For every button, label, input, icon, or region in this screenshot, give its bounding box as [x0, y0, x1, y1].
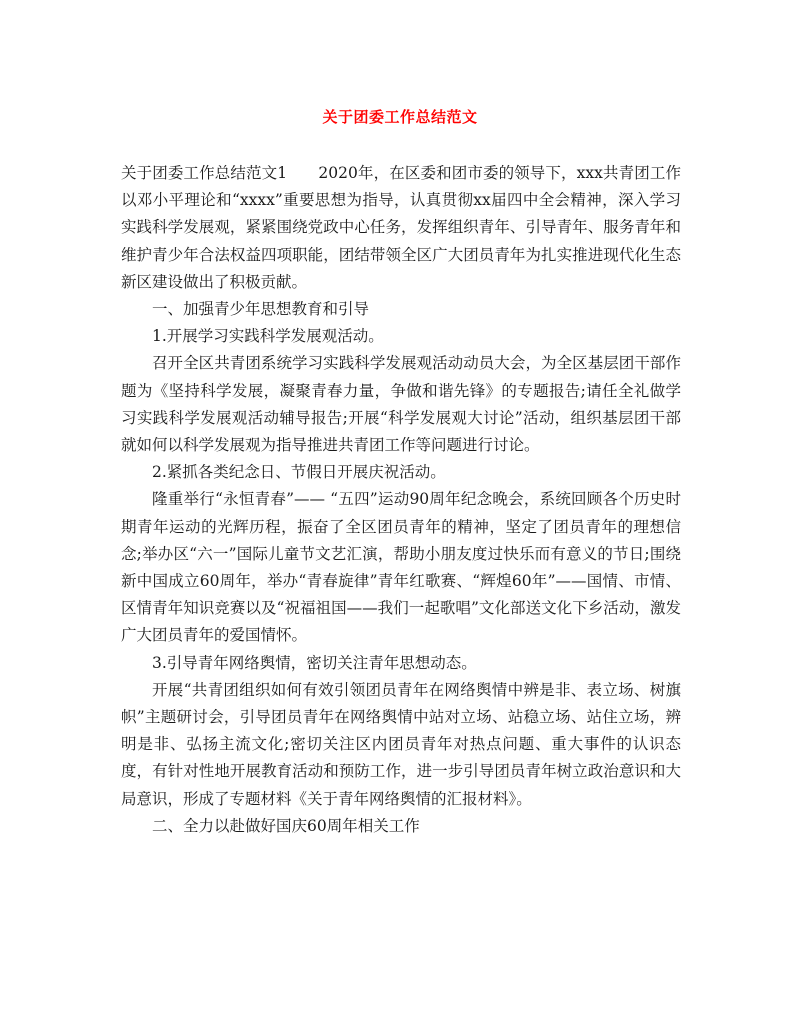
section-heading-2: 二、全力以赴做好国庆60周年相关工作: [152, 816, 420, 835]
paragraph-1-3: 开展“共青团组织如何有效引领团员青年在网络舆情中辨是非、表立场、树旗帜”主题研讨会，引导团员青年在网络舆情中站对立场、站稳立场、站住立场，辨明是非、弘扬主流文化;密切关注区内团员青年对热点问题、重大事件的认识态度，有针对性地开展教育活动和预防工作，进一步引导团员青年树立政治意识和大局意识，形成了专题材料《关于青年网络舆情的汇报材料》。: [121, 680, 681, 808]
document-body: [121, 160, 681, 840]
paragraph-intro: 关于团委工作总结范文1 2020年，在区委和团市委的领导下，xxx共青团工作以邓小平理论和“xxxx”重要思想为指导，认真贯彻xx届四中全会精神，深入学习实践科学发展观，紧紧围绕党政中心任务，发挥组织青年、引导青年、服务青年和维护青少年合法权益四项职能，团结带领全区广大团员青年为扎实推进现代化生态新区建设做出了积极贡献。: [121, 164, 681, 291]
subheading-1-1: 1.开展学习实践科学发展观活动。: [152, 327, 384, 346]
paragraph-1-2: 隆重举行“永恒青春”—— “五四”运动90周年纪念晚会，系统回顾各个历史时期青年运动的光辉历程，振奋了全区团员青年的精神，坚定了团员青年的理想信念;举办区“六一”国际儿童节文艺汇演，帮助小朋友度过快乐而有意义的节日;围绕新中国成立60周年，举办“青春旋律”青年红歌赛、“辉煌60年”——国情、市情、区情青年知识竞赛以及“祝福祖国——我们一起歌唱”文化部送文化下乡活动，激发广大团员青年的爱国情怀。: [121, 490, 681, 645]
paragraph-1-1: 召开全区共青团系统学习实践科学发展观活动动员大会，为全区基层团干部作题为《坚持科学发展，凝聚青春力量，争做和谐先锋》的专题报告;请任全礼做学习实践科学发展观活动辅导报告;开展“科学发展观大讨论”活动，组织基层团干部就如何以科学发展观为指导推进共青团工作等问题进行讨论。: [121, 354, 681, 455]
subheading-1-2: 2.紧抓各类纪念日、节假日开展庆祝活动。: [152, 463, 446, 482]
subheading-1-3: 3.引导青年网络舆情，密切关注青年思想动态。: [152, 653, 477, 672]
section-heading-1: 一、加强青少年思想教育和引导: [152, 300, 370, 319]
document-title: 关于团委工作总结范文: [322, 108, 478, 126]
